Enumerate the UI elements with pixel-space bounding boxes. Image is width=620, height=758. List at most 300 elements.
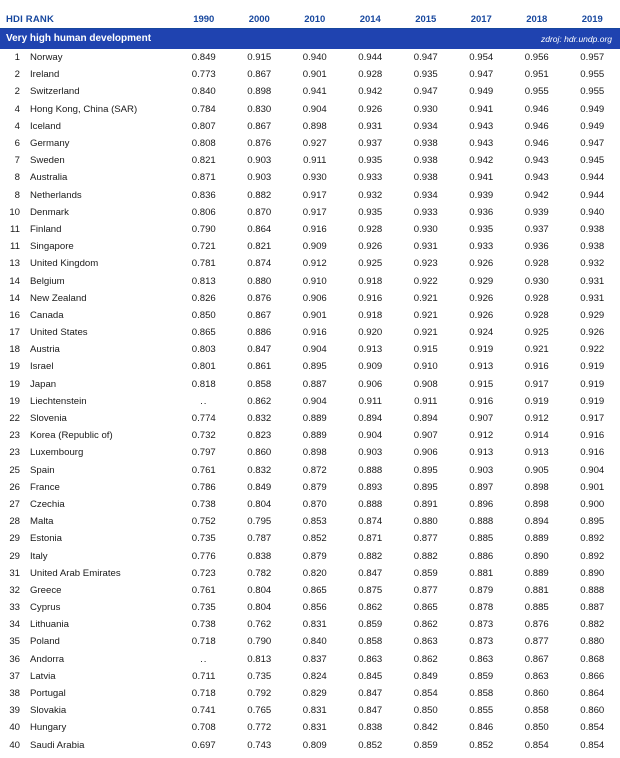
cell-hdi-2015: 0.859 bbox=[413, 739, 438, 751]
cell-hdi-2017: 0.924 bbox=[469, 327, 494, 339]
cell-hdi-2000: 0.903 bbox=[247, 172, 272, 184]
cell-hdi-1990: 0.718 bbox=[191, 688, 216, 700]
table-row bbox=[0, 565, 620, 582]
cell-rank: 4 bbox=[14, 120, 20, 132]
cell-country: Iceland bbox=[30, 120, 61, 132]
table-row bbox=[0, 169, 620, 186]
cell-hdi-2014: 0.904 bbox=[358, 430, 383, 442]
cell-country: Germany bbox=[30, 138, 70, 150]
table-row bbox=[0, 83, 620, 100]
cell-hdi-1990: 0.865 bbox=[191, 327, 216, 339]
cell-hdi-2019: 0.949 bbox=[580, 103, 605, 115]
cell-hdi-2000: 0.813 bbox=[247, 653, 272, 665]
cell-hdi-2018: 0.937 bbox=[524, 223, 549, 235]
table-row bbox=[0, 324, 620, 341]
cell-country: Slovenia bbox=[30, 413, 67, 425]
table-row bbox=[0, 272, 620, 289]
section-band-title: Very high human development bbox=[0, 29, 343, 50]
cell-hdi-1990: 0.871 bbox=[191, 172, 216, 184]
cell-hdi-1990: 0.761 bbox=[191, 464, 216, 476]
table-body bbox=[0, 29, 620, 754]
cell-hdi-2018: 0.928 bbox=[524, 258, 549, 270]
cell-country: United Arab Emirates bbox=[30, 567, 121, 579]
cell-hdi-2017: 0.933 bbox=[469, 241, 494, 253]
cell-hdi-2000: 0.867 bbox=[247, 69, 272, 81]
cell-hdi-2018: 0.905 bbox=[524, 464, 549, 476]
cell-country: Poland bbox=[30, 636, 60, 648]
cell-hdi-2014: 0.942 bbox=[358, 86, 383, 98]
cell-hdi-2015: 0.930 bbox=[413, 103, 438, 115]
cell-hdi-1990: 0.784 bbox=[191, 103, 216, 115]
cell-hdi-2015: 0.921 bbox=[413, 292, 438, 304]
cell-hdi-2015: 0.934 bbox=[413, 189, 438, 201]
cell-hdi-2014: 0.933 bbox=[358, 172, 383, 184]
cell-country: France bbox=[30, 481, 60, 493]
cell-rank: 14 bbox=[9, 292, 20, 304]
cell-hdi-1990: 0.790 bbox=[191, 223, 216, 235]
cell-hdi-2010: 0.840 bbox=[302, 636, 327, 648]
cell-country: Greece bbox=[30, 584, 62, 596]
table-row bbox=[0, 479, 620, 496]
cell-hdi-2017: 0.943 bbox=[469, 120, 494, 132]
cell-hdi-2018: 0.956 bbox=[524, 52, 549, 64]
cell-hdi-2000: 0.861 bbox=[247, 361, 272, 373]
cell-hdi-2017: 0.881 bbox=[469, 567, 494, 579]
cell-rank: 25 bbox=[9, 464, 20, 476]
cell-hdi-2014: 0.859 bbox=[358, 619, 383, 631]
cell-hdi-2014: 0.913 bbox=[358, 344, 383, 356]
cell-hdi-2014: 0.932 bbox=[358, 189, 383, 201]
cell-rank: 27 bbox=[9, 498, 20, 510]
cell-hdi-2017: 0.886 bbox=[469, 550, 494, 562]
cell-hdi-2018: 0.925 bbox=[524, 327, 549, 339]
cell-hdi-2015: 0.850 bbox=[413, 705, 438, 717]
cell-hdi-2018: 0.913 bbox=[524, 447, 549, 459]
cell-hdi-2010: 0.916 bbox=[302, 327, 327, 339]
cell-hdi-2010: 0.853 bbox=[302, 516, 327, 528]
cell-country: Singapore bbox=[30, 241, 74, 253]
cell-hdi-2000: 0.876 bbox=[247, 292, 272, 304]
cell-hdi-2000: 0.832 bbox=[247, 464, 272, 476]
table-row bbox=[0, 737, 620, 754]
cell-hdi-2000: 0.870 bbox=[247, 206, 272, 218]
table-row bbox=[0, 358, 620, 375]
table-row bbox=[0, 427, 620, 444]
cell-hdi-2014: 0.918 bbox=[358, 275, 383, 287]
cell-hdi-2018: 0.946 bbox=[524, 103, 549, 115]
table-row bbox=[0, 462, 620, 479]
cell-hdi-2010: 0.887 bbox=[302, 378, 327, 390]
table-row bbox=[0, 668, 620, 685]
cell-hdi-2014: 0.928 bbox=[358, 223, 383, 235]
cell-country: Sweden bbox=[30, 155, 65, 167]
cell-rank: 34 bbox=[9, 619, 20, 631]
table-row bbox=[0, 393, 620, 410]
cell-country: Israel bbox=[30, 361, 54, 373]
cell-hdi-2017: 0.913 bbox=[469, 447, 494, 459]
cell-hdi-2014: 0.847 bbox=[358, 705, 383, 717]
cell-country: Australia bbox=[30, 172, 68, 184]
cell-hdi-2010: 0.904 bbox=[302, 344, 327, 356]
cell-hdi-2014: 0.937 bbox=[358, 138, 383, 150]
cell-hdi-2015: 0.930 bbox=[413, 223, 438, 235]
cell-country: United Kingdom bbox=[30, 258, 99, 270]
cell-hdi-2015: 0.842 bbox=[413, 722, 438, 734]
cell-hdi-2018: 0.946 bbox=[524, 120, 549, 132]
cell-hdi-1990: 0.801 bbox=[191, 361, 216, 373]
cell-hdi-1990: 0.849 bbox=[191, 52, 216, 64]
cell-hdi-2015: 0.849 bbox=[413, 670, 438, 682]
cell-hdi-2017: 0.939 bbox=[469, 189, 494, 201]
table-row bbox=[0, 307, 620, 324]
cell-hdi-2015: 0.921 bbox=[413, 309, 438, 321]
table-head bbox=[0, 14, 620, 29]
cell-hdi-2010: 0.898 bbox=[302, 447, 327, 459]
table-row bbox=[0, 599, 620, 616]
cell-rank: 10 bbox=[9, 206, 20, 218]
table-row bbox=[0, 66, 620, 83]
table-row bbox=[0, 410, 620, 427]
cell-hdi-2015: 0.935 bbox=[413, 69, 438, 81]
table-row bbox=[0, 187, 620, 204]
cell-hdi-2000: 0.849 bbox=[247, 481, 272, 493]
cell-hdi-2000: 0.790 bbox=[247, 636, 272, 648]
cell-hdi-2000: 0.858 bbox=[247, 378, 272, 390]
cell-hdi-2000: 0.867 bbox=[247, 309, 272, 321]
cell-country: United States bbox=[30, 327, 88, 339]
cell-hdi-2019: 0.929 bbox=[580, 309, 605, 321]
cell-hdi-2017: 0.896 bbox=[469, 498, 494, 510]
cell-hdi-2010: 0.901 bbox=[302, 69, 327, 81]
cell-hdi-2015: 0.859 bbox=[413, 567, 438, 579]
cell-hdi-1990: 0.723 bbox=[191, 567, 216, 579]
cell-hdi-2017: 0.879 bbox=[469, 584, 494, 596]
cell-hdi-2018: 0.881 bbox=[524, 584, 549, 596]
cell-country: Denmark bbox=[30, 206, 69, 218]
cell-hdi-2019: 0.892 bbox=[580, 533, 605, 545]
cell-country: Switzerland bbox=[30, 86, 80, 98]
cell-hdi-2010: 0.824 bbox=[302, 670, 327, 682]
cell-hdi-2000: 0.880 bbox=[247, 275, 272, 287]
cell-hdi-2018: 0.876 bbox=[524, 619, 549, 631]
cell-hdi-2000: 0.886 bbox=[247, 327, 272, 339]
cell-rank: 23 bbox=[9, 447, 20, 459]
cell-hdi-1990: 0.806 bbox=[191, 206, 216, 218]
cell-country: Estonia bbox=[30, 533, 62, 545]
table-row bbox=[0, 444, 620, 461]
cell-hdi-2018: 0.890 bbox=[524, 550, 549, 562]
cell-rank: 11 bbox=[10, 223, 20, 235]
cell-hdi-2018: 0.939 bbox=[524, 206, 549, 218]
cell-country: Czechia bbox=[30, 498, 65, 510]
cell-hdi-2019: 0.938 bbox=[580, 241, 605, 253]
cell-rank: 38 bbox=[9, 688, 20, 700]
cell-hdi-2015: 0.908 bbox=[413, 378, 438, 390]
cell-rank: 35 bbox=[9, 636, 20, 648]
cell-hdi-2019: 0.880 bbox=[580, 636, 605, 648]
cell-hdi-2019: 0.901 bbox=[580, 481, 605, 493]
cell-hdi-1990: 0.840 bbox=[191, 86, 216, 98]
cell-rank: 2 bbox=[14, 86, 20, 98]
cell-hdi-2017: 0.942 bbox=[469, 155, 494, 167]
cell-hdi-2017: 0.863 bbox=[469, 653, 494, 665]
cell-country: New Zealand bbox=[30, 292, 87, 304]
cell-hdi-2017: 0.878 bbox=[469, 602, 494, 614]
cell-hdi-2019: 0.864 bbox=[580, 688, 605, 700]
cell-hdi-2019: 0.931 bbox=[580, 275, 605, 287]
cell-hdi-2019: 0.926 bbox=[580, 327, 605, 339]
cell-hdi-2000: 0.765 bbox=[247, 705, 272, 717]
cell-hdi-2014: 0.875 bbox=[358, 584, 383, 596]
cell-hdi-2010: 0.898 bbox=[302, 120, 327, 132]
cell-hdi-1990: 0.773 bbox=[191, 69, 216, 81]
cell-hdi-2018: 0.863 bbox=[524, 670, 549, 682]
cell-hdi-1990: 0.761 bbox=[191, 584, 216, 596]
cell-hdi-2018: 0.854 bbox=[524, 739, 549, 751]
cell-country: Austria bbox=[30, 344, 60, 356]
cell-hdi-2000: 0.915 bbox=[247, 52, 272, 64]
table-row bbox=[0, 204, 620, 221]
cell-hdi-2000: 0.804 bbox=[247, 498, 272, 510]
cell-hdi-1990: 0.807 bbox=[191, 120, 216, 132]
cell-rank: 32 bbox=[9, 584, 20, 596]
cell-rank: 40 bbox=[9, 722, 20, 734]
table-row bbox=[0, 651, 620, 668]
cell-hdi-2018: 0.912 bbox=[524, 413, 549, 425]
cell-hdi-2019: 0.916 bbox=[580, 447, 605, 459]
cell-country: Liechtenstein bbox=[30, 395, 87, 407]
cell-rank: 26 bbox=[9, 481, 20, 493]
cell-hdi-2014: 0.852 bbox=[358, 739, 383, 751]
cell-hdi-1990: 0.738 bbox=[191, 619, 216, 631]
cell-hdi-2015: 0.895 bbox=[413, 464, 438, 476]
cell-hdi-2019: 0.932 bbox=[580, 258, 605, 270]
cell-hdi-1990: 0.808 bbox=[191, 138, 216, 150]
cell-rank: 17 bbox=[9, 327, 20, 339]
cell-hdi-2019: 0.944 bbox=[580, 172, 605, 184]
cell-rank: 11 bbox=[10, 241, 20, 253]
cell-hdi-2019: 0.916 bbox=[580, 430, 605, 442]
cell-hdi-2000: 0.804 bbox=[247, 602, 272, 614]
cell-hdi-2019: 0.922 bbox=[580, 344, 605, 356]
table-row bbox=[0, 530, 620, 547]
cell-hdi-2000: 0.882 bbox=[247, 189, 272, 201]
cell-rank: 19 bbox=[9, 395, 20, 407]
cell-country: Slovakia bbox=[30, 705, 67, 717]
cell-country: Italy bbox=[30, 550, 48, 562]
cell-hdi-2018: 0.917 bbox=[524, 378, 549, 390]
cell-hdi-2015: 0.906 bbox=[413, 447, 438, 459]
cell-hdi-2015: 0.854 bbox=[413, 688, 438, 700]
cell-hdi-2019: 0.868 bbox=[580, 653, 605, 665]
cell-hdi-2017: 0.941 bbox=[469, 103, 494, 115]
cell-hdi-2018: 0.894 bbox=[524, 516, 549, 528]
table-row bbox=[0, 341, 620, 358]
cell-hdi-2014: 0.916 bbox=[358, 292, 383, 304]
cell-hdi-1990: 0.735 bbox=[191, 533, 216, 545]
cell-hdi-2014: 0.926 bbox=[358, 103, 383, 115]
cell-rank: 40 bbox=[9, 739, 20, 751]
table-row bbox=[0, 290, 620, 307]
cell-hdi-2017: 0.859 bbox=[469, 670, 494, 682]
hdi-rank-table bbox=[0, 14, 620, 754]
cell-hdi-2000: 0.832 bbox=[247, 413, 272, 425]
cell-hdi-1990: 0.732 bbox=[191, 430, 216, 442]
cell-hdi-2018: 0.850 bbox=[524, 722, 549, 734]
table-row bbox=[0, 547, 620, 564]
cell-hdi-2000: 0.862 bbox=[247, 395, 272, 407]
section-band-source: zdroj: hdr.undp.org bbox=[343, 29, 620, 50]
cell-hdi-1990: 0.813 bbox=[191, 275, 216, 287]
cell-hdi-2019: 0.866 bbox=[580, 670, 605, 682]
cell-country: Hungary bbox=[30, 722, 67, 734]
cell-hdi-2018: 0.921 bbox=[524, 344, 549, 356]
cell-hdi-2017: 0.929 bbox=[469, 275, 494, 287]
cell-hdi-2014: 0.935 bbox=[358, 206, 383, 218]
cell-hdi-2010: 0.831 bbox=[302, 722, 327, 734]
cell-hdi-2017: 0.873 bbox=[469, 636, 494, 648]
cell-country: Malta bbox=[30, 516, 54, 528]
cell-hdi-2017: 0.947 bbox=[469, 69, 494, 81]
section-band bbox=[0, 29, 620, 50]
cell-rank: 18 bbox=[9, 344, 20, 356]
cell-hdi-2019: 0.854 bbox=[580, 739, 605, 751]
cell-hdi-2010: 0.927 bbox=[302, 138, 327, 150]
cell-hdi-2018: 0.928 bbox=[524, 292, 549, 304]
cell-hdi-2017: 0.858 bbox=[469, 688, 494, 700]
cell-rank: 28 bbox=[9, 516, 20, 528]
cell-hdi-2018: 0.928 bbox=[524, 309, 549, 321]
cell-hdi-1990: 0.836 bbox=[191, 189, 216, 201]
cell-hdi-2014: 0.888 bbox=[358, 498, 383, 510]
table-row bbox=[0, 616, 620, 633]
cell-hdi-2019: 0.945 bbox=[580, 155, 605, 167]
cell-hdi-2000: 0.867 bbox=[247, 120, 272, 132]
cell-hdi-2015: 0.910 bbox=[413, 361, 438, 373]
cell-hdi-1990: 0.850 bbox=[191, 309, 216, 321]
table-row bbox=[0, 376, 620, 393]
cell-hdi-2000: 0.772 bbox=[247, 722, 272, 734]
cell-hdi-2014: 0.903 bbox=[358, 447, 383, 459]
cell-hdi-2000: 0.795 bbox=[247, 516, 272, 528]
cell-hdi-2015: 0.862 bbox=[413, 653, 438, 665]
cell-hdi-2014: 0.863 bbox=[358, 653, 383, 665]
cell-hdi-2014: 0.845 bbox=[358, 670, 383, 682]
cell-hdi-2018: 0.946 bbox=[524, 138, 549, 150]
cell-hdi-2014: 0.920 bbox=[358, 327, 383, 339]
cell-hdi-2010: 0.895 bbox=[302, 361, 327, 373]
cell-country: Netherlands bbox=[30, 189, 82, 201]
cell-hdi-2017: 0.912 bbox=[469, 430, 494, 442]
cell-hdi-2010: 0.865 bbox=[302, 584, 327, 596]
cell-hdi-2015: 0.862 bbox=[413, 619, 438, 631]
cell-hdi-2017: 0.926 bbox=[469, 292, 494, 304]
cell-hdi-2015: 0.931 bbox=[413, 241, 438, 253]
cell-rank: 7 bbox=[14, 155, 20, 167]
table-row bbox=[0, 238, 620, 255]
cell-hdi-2010: 0.831 bbox=[302, 619, 327, 631]
cell-hdi-2015: 0.895 bbox=[413, 481, 438, 493]
cell-hdi-2000: 0.860 bbox=[247, 447, 272, 459]
cell-hdi-2017: 0.852 bbox=[469, 739, 494, 751]
cell-hdi-2019: 0.900 bbox=[580, 498, 605, 510]
cell-country: Andorra bbox=[30, 653, 65, 665]
table-row bbox=[0, 702, 620, 719]
cell-hdi-2018: 0.858 bbox=[524, 705, 549, 717]
cell-rank: 36 bbox=[9, 653, 20, 665]
cell-hdi-2000: 0.787 bbox=[247, 533, 272, 545]
cell-hdi-2010: 0.906 bbox=[302, 292, 327, 304]
cell-rank: 13 bbox=[9, 258, 20, 270]
cell-hdi-2010: 0.904 bbox=[302, 395, 327, 407]
column-header-year-2017: 2017 bbox=[454, 14, 510, 29]
cell-hdi-1990: 0.735 bbox=[191, 602, 216, 614]
cell-hdi-2014: 0.847 bbox=[358, 688, 383, 700]
cell-hdi-2010: 0.837 bbox=[302, 653, 327, 665]
cell-hdi-2019: 0.949 bbox=[580, 120, 605, 132]
cell-hdi-2015: 0.863 bbox=[413, 636, 438, 648]
cell-hdi-1990: 0.711 bbox=[192, 670, 216, 682]
cell-hdi-2015: 0.911 bbox=[414, 395, 438, 407]
cell-rank: 29 bbox=[9, 550, 20, 562]
cell-hdi-2017: 0.941 bbox=[469, 172, 494, 184]
cell-hdi-2014: 0.838 bbox=[358, 722, 383, 734]
cell-hdi-2019: 0.944 bbox=[580, 189, 605, 201]
cell-hdi-2019: 0.955 bbox=[580, 86, 605, 98]
cell-hdi-2014: 0.931 bbox=[358, 120, 383, 132]
cell-hdi-2019: 0.931 bbox=[580, 292, 605, 304]
cell-hdi-2010: 0.870 bbox=[302, 498, 327, 510]
cell-country: Latvia bbox=[30, 670, 56, 682]
cell-country: Luxembourg bbox=[30, 447, 84, 459]
cell-hdi-2017: 0.873 bbox=[469, 619, 494, 631]
cell-hdi-2000: 0.864 bbox=[247, 223, 272, 235]
cell-hdi-2000: 0.898 bbox=[247, 86, 272, 98]
cell-hdi-2019: 0.904 bbox=[580, 464, 605, 476]
column-header-year-1990: 1990 bbox=[176, 14, 232, 29]
cell-rank: 2 bbox=[14, 69, 20, 81]
cell-hdi-2010: 0.809 bbox=[302, 739, 327, 751]
cell-hdi-2015: 0.934 bbox=[413, 120, 438, 132]
top-spacer bbox=[0, 0, 620, 14]
table-row bbox=[0, 582, 620, 599]
cell-hdi-2014: 0.888 bbox=[358, 464, 383, 476]
cell-country: Cyprus bbox=[30, 602, 61, 614]
cell-hdi-2018: 0.885 bbox=[524, 602, 549, 614]
cell-hdi-2017: 0.935 bbox=[469, 223, 494, 235]
cell-hdi-2014: 0.909 bbox=[358, 361, 383, 373]
cell-hdi-2015: 0.891 bbox=[413, 498, 438, 510]
column-header-year-2014: 2014 bbox=[343, 14, 399, 29]
cell-country: Spain bbox=[30, 464, 55, 476]
table-row bbox=[0, 49, 620, 66]
cell-hdi-2015: 0.938 bbox=[413, 138, 438, 150]
cell-hdi-2018: 0.942 bbox=[524, 189, 549, 201]
cell-hdi-2010: 0.904 bbox=[302, 103, 327, 115]
cell-country: Belgium bbox=[30, 275, 65, 287]
cell-hdi-2018: 0.898 bbox=[524, 498, 549, 510]
column-header-year-2010: 2010 bbox=[287, 14, 343, 29]
cell-hdi-1990: 0.697 bbox=[191, 739, 216, 751]
cell-hdi-2000: 0.735 bbox=[247, 670, 272, 682]
cell-hdi-2017: 0.919 bbox=[469, 344, 494, 356]
cell-hdi-2010: 0.879 bbox=[302, 550, 327, 562]
cell-hdi-2017: 0.916 bbox=[469, 395, 494, 407]
cell-rank: 39 bbox=[9, 705, 20, 717]
cell-hdi-2014: 0.894 bbox=[358, 413, 383, 425]
cell-hdi-2018: 0.943 bbox=[524, 155, 549, 167]
cell-hdi-2019: 0.940 bbox=[580, 206, 605, 218]
